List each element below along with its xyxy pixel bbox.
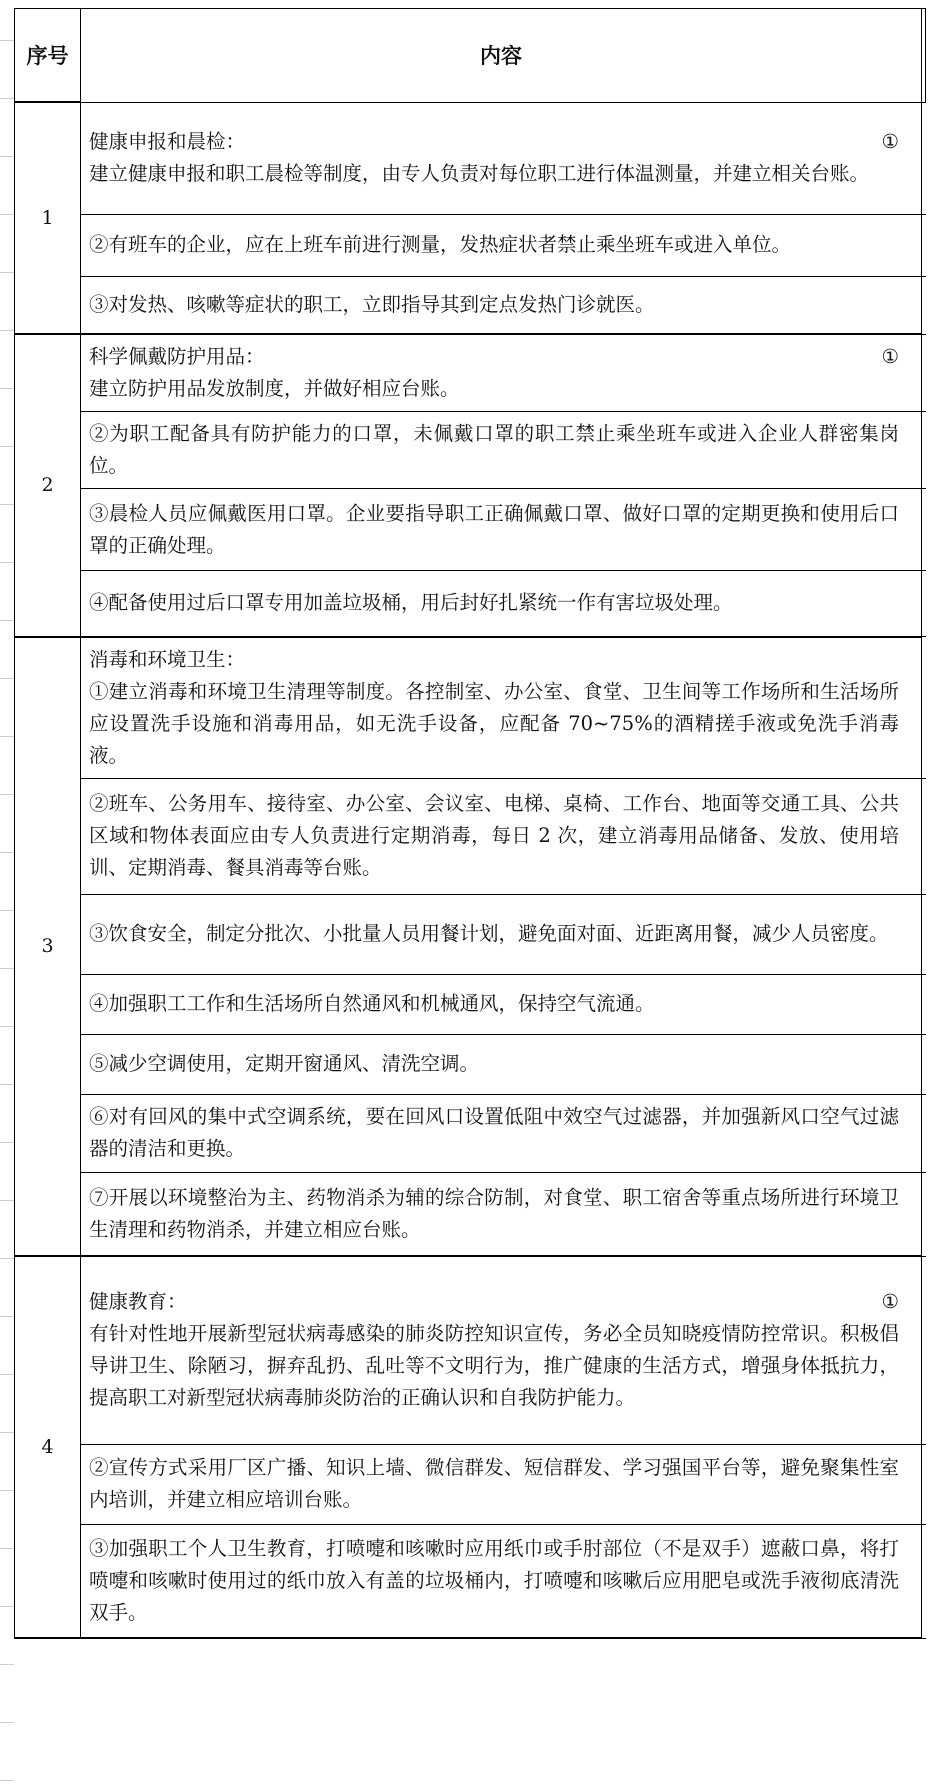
table-row [15, 412, 926, 489]
content-cell [81, 1256, 922, 1444]
content-cell [81, 214, 922, 276]
gridline-tick [0, 562, 14, 563]
table-row [15, 1094, 926, 1172]
gridline-tick [0, 504, 14, 505]
measure-text: ④配备使用过后口罩专用加盖垃圾桶，用后封好扎紧统一作有害垃圾处理。 [89, 591, 733, 615]
item-marker: ① [881, 130, 899, 153]
content-cell [81, 1034, 922, 1094]
row-index: 4 [15, 1256, 81, 1638]
table-row [15, 894, 926, 974]
content-cell [81, 412, 922, 489]
measure-text: ③加强职工个人卫生教育，打喷嚏和咳嗽时应用纸巾或手肘部位（不是双手）遮蔽口鼻，将打喷嚏和咳嗽时使用过的纸巾放入有盖的垃圾桶内，打喷嚏和咳嗽后应用肥皂或洗手液彻底清洗双手。 [89, 1536, 899, 1624]
gridline-tick [0, 910, 14, 911]
content-cell [81, 276, 922, 334]
content-cell [81, 1172, 922, 1256]
table-row [15, 1034, 926, 1094]
content-cell [81, 571, 922, 637]
header-row [15, 9, 926, 103]
clipped-column [922, 1034, 926, 1094]
clipped-column [922, 9, 926, 103]
section-title-line [89, 126, 899, 158]
measure-text: ②宣传方式采用厂区广播、知识上墙、微信群发、短信群发、学习强国平台等，避免聚集性室内培训，并建立相应培训台账。 [89, 1456, 899, 1511]
clipped-column [922, 276, 926, 334]
measure-text: ⑦开展以环境整治为主、药物消杀为辅的综合防制，对食堂、职工宿舍等重点场所进行环境卫生清理和药物消杀，并建立相应台账。 [89, 1185, 899, 1241]
gridline-tick [0, 1432, 14, 1433]
gridline-tick [0, 214, 14, 215]
measure-text: ③对发热、咳嗽等症状的职工，立即指导其到定点发热门诊就医。 [89, 292, 655, 316]
gridline-tick [0, 1780, 14, 1781]
table-row [15, 1524, 926, 1638]
clipped-column [922, 778, 926, 894]
gridline-tick [0, 388, 14, 389]
clipped-column [922, 214, 926, 276]
measure-text: ①建立消毒和环境卫生清理等制度。各控制室、办公室、食堂、卫生间等工作场所和生活场所应设置洗手设施和消毒用品，如无洗手设备，应配备 70~75%的酒精搓手液或免洗手消毒液。 [89, 679, 899, 767]
table-row [15, 276, 926, 334]
gridline-tick [0, 794, 14, 795]
content-cell [81, 974, 922, 1034]
measure-text: ⑥对有回风的集中式空调系统，要在回风口设置低阻中效空气过滤器，并加强新风口空气过滤器的清洁和更换。 [89, 1105, 899, 1160]
gridline-tick [0, 156, 14, 157]
item-marker: ① [881, 1290, 899, 1314]
content-cell [81, 778, 922, 894]
table-row [15, 334, 926, 412]
section-title: 消毒和环境卫生： [89, 647, 246, 671]
measure-text: ②有班车的企业，应在上班车前进行测量，发热症状者禁止乘坐班车或进入单位。 [89, 233, 792, 256]
gridline-tick [0, 40, 14, 41]
content-cell [81, 489, 922, 571]
gridline-tick [0, 1548, 14, 1549]
gridline-tick [0, 736, 14, 737]
content-cell [81, 102, 922, 214]
row-index: 1 [15, 102, 81, 334]
table-row [15, 214, 926, 276]
item-marker: ① [881, 345, 899, 368]
measure-text: ②为职工配备具有防护能力的口罩，未佩戴口罩的职工禁止乘坐班车或进入企业人群密集岗位。 [89, 422, 899, 477]
section-title-line [89, 1286, 899, 1318]
row-index: 3 [15, 637, 81, 1257]
clipped-column [922, 894, 926, 974]
row-header-strip [0, 0, 14, 1790]
clipped-column [922, 571, 926, 637]
clipped-column [922, 1256, 926, 1444]
content-cell [81, 1524, 922, 1638]
gridline-tick [0, 1258, 14, 1259]
measure-text: 有针对性地开展新型冠状病毒感染的肺炎防控知识宣传，务必全员知晓疫情防控常识。积极倡导讲卫生、除陋习，摒弃乱扔、乱吐等不文明行为，推广健康的生活方式，增强身体抵抗力，提高职工对新型冠状病毒肺炎防治的正确认识和自我防护能力。 [89, 1322, 899, 1410]
gridline-tick [0, 1026, 14, 1027]
section-title-line [89, 341, 899, 373]
content-cell [81, 637, 922, 779]
table-row [15, 571, 926, 637]
section-title: 健康申报和晨检： [89, 130, 246, 153]
content-cell [81, 334, 922, 412]
prevention-measures-table [14, 8, 926, 1639]
clipped-column [922, 1444, 926, 1524]
clipped-column [922, 637, 926, 779]
table-row [15, 1172, 926, 1256]
content-cell [81, 894, 922, 974]
gridline-tick [0, 1490, 14, 1491]
gridline-tick [0, 620, 14, 621]
measure-text: 建立防护用品发放制度，并做好相应台账。 [89, 377, 460, 400]
measure-text: ③饮食安全，制定分批次、小批量人员用餐计划，避免面对面、近距离用餐，减少人员密度。 [89, 922, 889, 945]
section-title-line [89, 644, 899, 676]
gridline-tick [0, 1200, 14, 1201]
measure-text: 建立健康申报和职工晨检等制度，由专人负责对每位职工进行体温测量，并建立相关台账。 [89, 162, 870, 185]
measure-text: ②班车、公务用车、接待室、办公室、会议室、电梯、桌椅、工作台、地面等交通工具、公共区域和物体表面应由专人负责进行定期消毒，每日 2 次，建立消毒用品储备、发放、使用培训、定期消毒、餐具消毒等台账。 [89, 792, 899, 879]
gridline-tick [0, 1664, 14, 1665]
gridline-tick [0, 1722, 14, 1723]
gridline-tick [0, 968, 14, 969]
gridline-tick [0, 98, 14, 99]
table-row [15, 102, 926, 214]
clipped-column [922, 1524, 926, 1638]
clipped-column [922, 1172, 926, 1256]
measure-text: ⑤减少空调使用，定期开窗通风、清洗空调。 [89, 1052, 480, 1075]
header-index: 序号 [15, 9, 81, 103]
clipped-column [922, 102, 926, 214]
clipped-column [922, 412, 926, 489]
table-row [15, 1256, 926, 1444]
content-cell [81, 1444, 922, 1524]
header-content: 内容 [81, 9, 922, 103]
gridline-tick [0, 1142, 14, 1143]
gridline-tick [0, 1374, 14, 1375]
measure-text: ④加强职工工作和生活场所自然通风和机械通风，保持空气流通。 [89, 992, 655, 1015]
gridline-tick [0, 678, 14, 679]
table-row [15, 489, 926, 571]
clipped-column [922, 489, 926, 571]
measure-text: ③晨检人员应佩戴医用口罩。企业要指导职工正确佩戴口罩、做好口罩的定期更换和使用后口罩的正确处理。 [89, 501, 899, 557]
gridline-tick [0, 852, 14, 853]
clipped-column [922, 1094, 926, 1172]
table-row [15, 637, 926, 779]
gridline-tick [0, 330, 14, 331]
gridline-tick [0, 272, 14, 273]
section-title: 健康教育： [89, 1290, 187, 1314]
row-index: 2 [15, 334, 81, 637]
gridline-tick [0, 446, 14, 447]
section-title: 科学佩戴防护用品： [89, 345, 265, 368]
table-row [15, 1444, 926, 1524]
content-cell [81, 1094, 922, 1172]
clipped-column [922, 974, 926, 1034]
gridline-tick [0, 1084, 14, 1085]
table-row [15, 974, 926, 1034]
clipped-column [922, 334, 926, 412]
gridline-tick [0, 1606, 14, 1607]
table-row [15, 778, 926, 894]
gridline-tick [0, 1316, 14, 1317]
